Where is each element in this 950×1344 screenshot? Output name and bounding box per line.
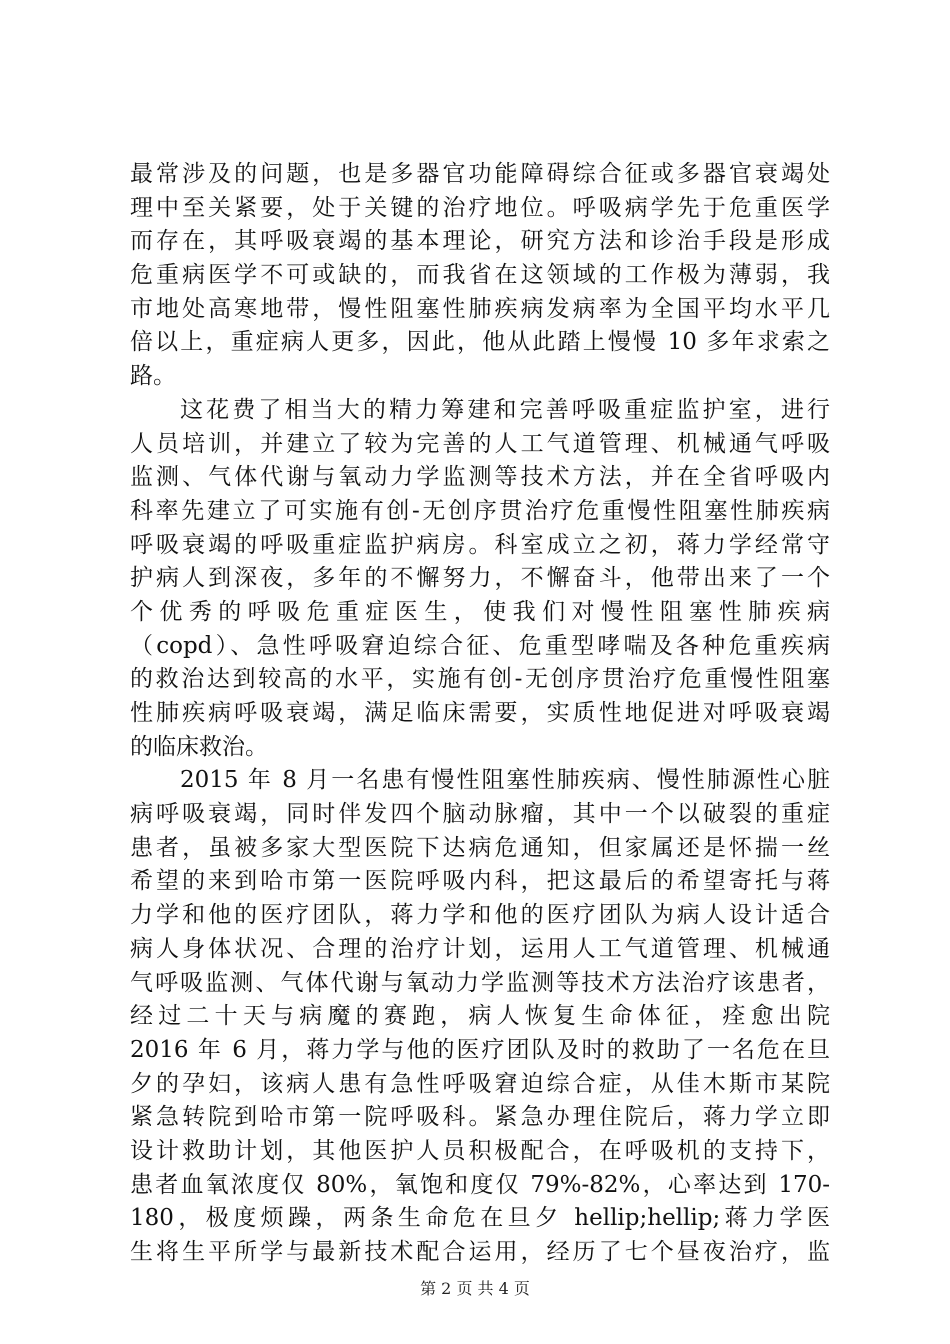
text-line: 希望的来到哈市第一医院呼吸内科，把这最后的希望寄托与蒋 — [130, 868, 830, 895]
text-line: 病呼吸衰竭，同时伴发四个脑动脉瘤，其中一个以破裂的重症 — [130, 801, 830, 828]
text-line: 气呼吸监测、气体代谢与氧动力学监测等技术方法治疗该患者， — [130, 969, 830, 996]
text-line: 最常涉及的问题，也是多器官功能障碍综合征或多器官衰竭处 — [130, 161, 830, 187]
page-number-footer: 第 2 页 共 4 页 — [420, 1279, 530, 1298]
text-line: 力学和他的医疗团队，蒋力学和他的医疗团队为病人设计适合 — [130, 902, 830, 929]
text-line: 生将生平所学与最新技术配合运用，经历了七个昼夜治疗，监 — [130, 1239, 830, 1265]
text-line: 紧急转院到哈市第一院呼吸科。紧急办理住院后，蒋力学立即 — [130, 1104, 830, 1131]
text-line: 病人身体状况、合理的治疗计划，运用人工气道管理、机械通 — [130, 935, 830, 962]
text-line: 2015 年 8 月一名患有慢性阻塞性肺疾病、慢性肺源性心脏 — [180, 767, 830, 794]
text-line: 路。 — [130, 363, 176, 390]
text-line: 患者血氧浓度仅 80%，氧饱和度仅 79%-82%，心率达到 170- — [130, 1171, 830, 1198]
text-line: 设计救助计划，其他医护人员积极配合，在呼吸机的支持下， — [130, 1137, 830, 1164]
text-line: 理中至关紧要，处于关键的治疗地位。呼吸病学先于危重医学 — [130, 194, 830, 221]
text-line: （copd）、急性呼吸窘迫综合征、危重型哮喘及各种危重疾病 — [130, 632, 830, 659]
text-line: 的救治达到较高的水平，实施有创-无创序贯治疗危重慢性阻塞 — [130, 666, 830, 693]
text-line: 护病人到深夜，多年的不懈努力，不懈奋斗，他带出来了一个 — [130, 565, 830, 592]
text-line: 这花费了相当大的精力筹建和完善呼吸重症监护室，进行 — [180, 396, 830, 423]
text-line: 科率先建立了可实施有创-无创序贯治疗危重慢性阻塞性肺疾病 — [130, 497, 830, 524]
text-line: 经过二十天与病魔的赛跑，病人恢复生命体征，痊愈出院 — [130, 1003, 830, 1030]
text-line: 危重病医学不可或缺的，而我省在这领域的工作极为薄弱，我 — [130, 262, 830, 289]
text-line: 性肺疾病呼吸衰竭，满足临床需要，实质性地促进对呼吸衰竭 — [130, 700, 830, 726]
text-line: 监测、气体代谢与氧动力学监测等技术方法，并在全省呼吸内 — [130, 464, 830, 491]
text-line: 人员培训，并建立了较为完善的人工气道管理、机械通气呼吸 — [130, 430, 830, 457]
document-body — [130, 158, 830, 1270]
text-line: 个优秀的呼吸危重症医生，使我们对慢性阻塞性肺疾病 — [130, 598, 830, 625]
text-line: 2016 年 6 月，蒋力学与他的医疗团队及时的救助了一名危在旦 — [130, 1036, 830, 1063]
text-line: 市地处高寒地带，慢性阻塞性肺疾病发病率为全国平均水平几 — [130, 295, 830, 322]
text-line: 倍以上，重症病人更多，因此，他从此踏上慢慢 10 多年求索之 — [130, 329, 830, 356]
text-line: 呼吸衰竭的呼吸重症监护病房。科室成立之初，蒋力学经常守 — [130, 531, 830, 558]
text-line: 患者，虽被多家大型医院下达病危通知，但家属还是怀揣一丝 — [130, 834, 830, 861]
text-line: 180，极度烦躁，两条生命危在旦夕 hellip;hellip;蒋力学医 — [130, 1205, 830, 1232]
text-line: 夕的孕妇，该病人患有急性呼吸窘迫综合症，从佳木斯市某院 — [130, 1070, 830, 1097]
text-line: 而存在，其呼吸衰竭的基本理论，研究方法和诊治手段是形成 — [130, 228, 830, 255]
text-line: 的临床救治。 — [130, 733, 268, 760]
